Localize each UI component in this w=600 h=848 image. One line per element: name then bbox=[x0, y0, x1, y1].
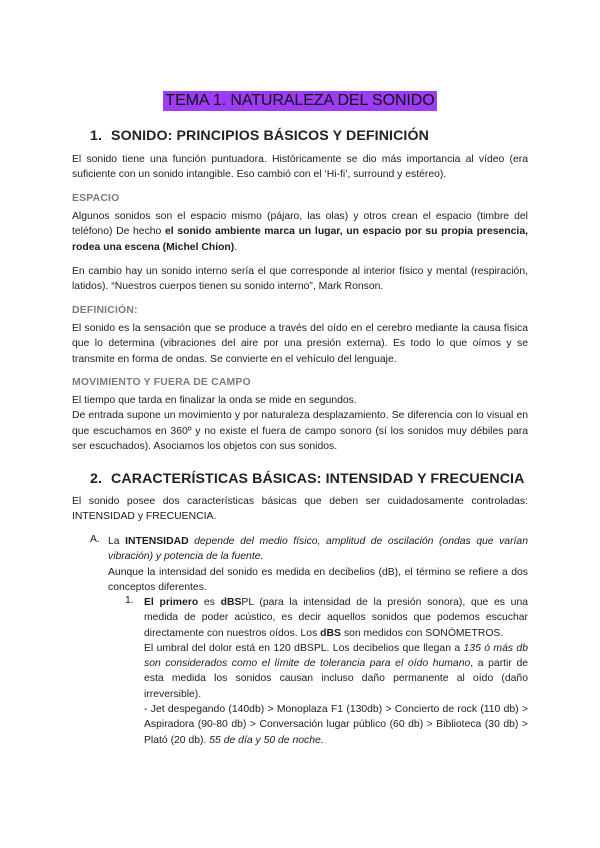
section-2-intro: El sonido posee dos características básicas que deben ser cuidadosamente controladas: INTENSIDAD y FRECUENCIA. bbox=[72, 496, 528, 523]
item-1-text-3: son medidos con SONÓMETROS. bbox=[340, 627, 504, 639]
section-1-number: 1. bbox=[90, 128, 103, 144]
espacio-paragraph-2: En cambio hay un sonido interno sería el que corresponde al interior físico y mental (respiración, latidos). “Nuestros cuerpos tienen su sonido interno”, Mark Ronson. bbox=[72, 266, 528, 293]
movimiento-heading: MOVIMIENTO Y FUERA DE CAMPO bbox=[72, 377, 251, 388]
espacio-p1-text: Algunos sonidos son el espacio mismo (pájaro, las olas) y otros crean el espacio (timbre del teléfono) De hecho bbox=[72, 211, 528, 238]
espacio-paragraph-1 bbox=[72, 209, 528, 255]
list-item-1 bbox=[144, 595, 528, 748]
umbral-text-a: El umbral del dolor está en 120 dBSPL. Los decibelios que llegan a bbox=[144, 642, 464, 654]
examples-text: - Jet despegando (140db) > Monoplaza F1 (130db) > Concierto de rock (110 db) > Aspiradora (90-80 db) > Conversación lugar público (60 db) > Biblioteca (30 db) > Plató (20 db). bbox=[144, 704, 528, 746]
document-title: TEMA 1. NATURALEZA DEL SONIDO bbox=[165, 92, 435, 109]
section-2-number: 2. bbox=[90, 471, 103, 487]
movimiento-line-1: El tiempo que tarda en finalizar la onda se mide en segundos. bbox=[72, 395, 357, 406]
espacio-p1-end: . bbox=[234, 241, 238, 253]
item-1-text-1: es bbox=[198, 597, 221, 608]
item-a-bold: INTENSIDAD bbox=[125, 536, 189, 547]
section-1-title: SONIDO: PRINCIPIOS BÁSICOS Y DEFINICIÓN bbox=[111, 128, 429, 144]
title-container bbox=[0, 91, 600, 111]
examples-italic: 55 de día y 50 de noche. bbox=[209, 734, 324, 746]
item-1-text-2: PL (para la intensidad de la presión sonora), que es una medida de poder acústico, es decir aquellos sonidos que podemos escuchar directamente con nuestros oídos. Los bbox=[144, 597, 528, 639]
umbral-text-b: , a partir de esta medida los sonidos causan incluso daño permanente al oído (daño irreversible). bbox=[144, 658, 528, 700]
item-a-lead: La bbox=[108, 536, 126, 547]
espacio-p1-bold: el sonido ambiente marca un lugar, un espacio por su propia presencia, rodea una escena (Michel Chion) bbox=[72, 226, 528, 253]
definicion-paragraph: El sonido es la sensación que se produce a través del oído en el cerebro mediante la causa física que lo determina (vibraciones del aire por una presión externa). Es todo lo que oímos y se transmite en forma de ondas. Se convierte en el vehículo del lenguaje. bbox=[72, 323, 528, 365]
item-1-examples bbox=[144, 702, 528, 748]
item-1-umbral bbox=[144, 641, 528, 702]
item-a-text: Aunque la intensidad del sonido es medida en decibelios (dB), el término se refiere a dos conceptos diferentes. bbox=[108, 566, 528, 593]
list-item-a bbox=[108, 534, 528, 595]
movimiento-line-2: De entrada supone un movimiento y por naturaleza desplazamiento. Se diferencia con lo visual en que escuchamos en 360º y no existe el fuera de campo sonoro (sí los sonidos muy débiles para ser escuchados). Asociamos los objetos con sus sonidos. bbox=[72, 410, 528, 452]
movimiento-paragraph bbox=[72, 393, 528, 454]
item-1-bold-2: dBS bbox=[220, 597, 242, 608]
definicion-heading: DEFINICIÓN: bbox=[72, 305, 138, 316]
item-a-italic: depende del medio físico, amplitud de oscilación (ondas que varían vibración) y potencia de la fuente. bbox=[108, 536, 528, 563]
item-1-definition bbox=[144, 597, 528, 639]
section-1-heading bbox=[90, 128, 429, 144]
section-2-title: CARACTERÍSTICAS BÁSICAS: INTENSIDAD Y FRECUENCIA bbox=[111, 471, 525, 487]
item-1-bold-1: El primero bbox=[144, 597, 199, 608]
espacio-heading: ESPACIO bbox=[72, 193, 120, 204]
list-item-1-marker: 1. bbox=[125, 595, 134, 606]
list-item-a-marker: A. bbox=[90, 534, 100, 545]
section-1-intro: El sonido tiene una función puntuadora. Históricamente se dio más importancia al vídeo (era suficiente con un sonido intangible. Eso cambió con el ‘Hi-fi’, surround y estéreo). bbox=[72, 154, 528, 181]
item-1-bold-3: dBS bbox=[320, 627, 341, 639]
umbral-italic: 135 ó más db son considerados como el límite de tolerancia para el oído humano bbox=[144, 642, 528, 670]
section-2-heading bbox=[90, 471, 524, 487]
